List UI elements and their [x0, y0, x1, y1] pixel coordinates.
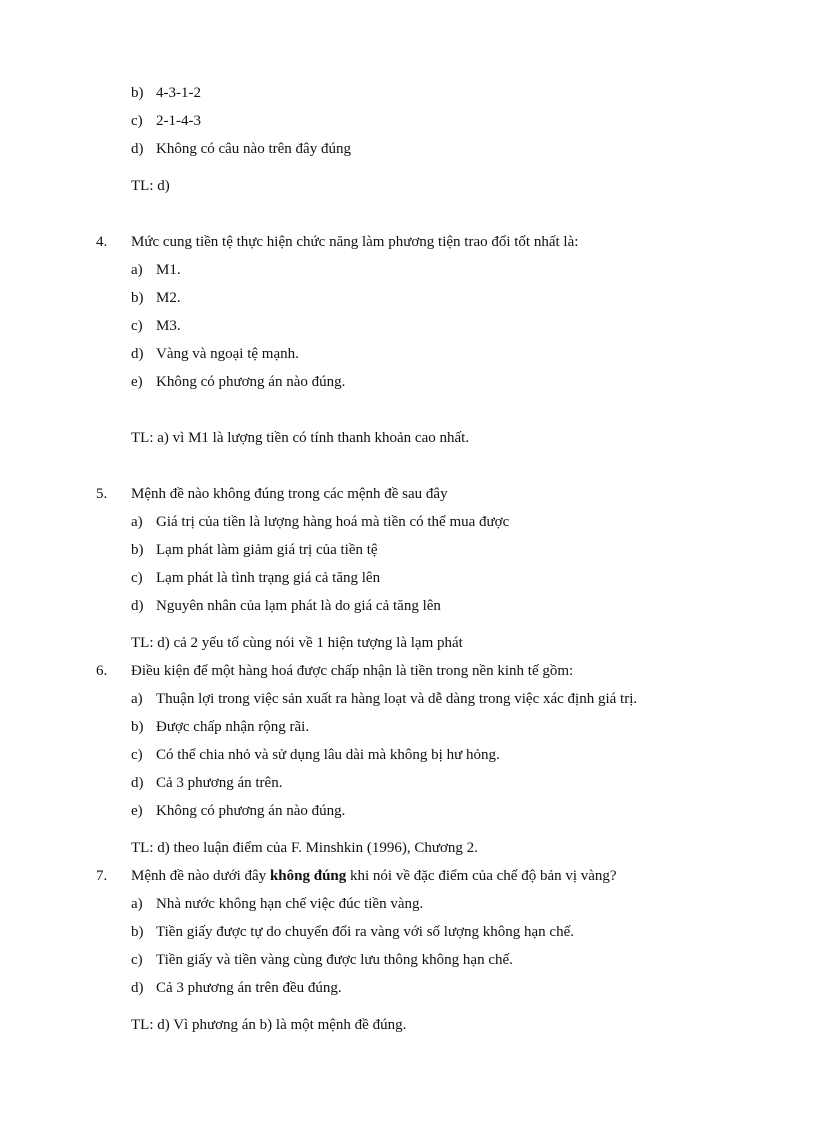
option-text: M3.: [156, 318, 181, 334]
option-text: M2.: [156, 290, 181, 306]
question-number: 7.: [96, 868, 108, 884]
option-text: Tiền giấy và tiền vàng cùng được lưu thông không hạn chế.: [156, 952, 513, 968]
option-letter: e): [131, 803, 143, 819]
option-letter: a): [131, 896, 143, 912]
stem-text: khi nói về đặc điểm của chế độ bản vị vàng?: [346, 868, 617, 884]
option-text: Cả 3 phương án trên.: [156, 775, 283, 791]
option-text: Lạm phát làm giảm giá trị của tiền tệ: [156, 542, 378, 558]
option-text: Lạm phát là tình trạng giá cả tăng lên: [156, 570, 381, 586]
option-text: 4-3-1-2: [156, 85, 201, 101]
option-text: Vàng và ngoại tệ mạnh.: [156, 346, 299, 362]
option-letter: c): [131, 570, 143, 586]
option-letter: a): [131, 691, 143, 707]
option-letter: c): [131, 952, 143, 968]
option-text: Giá trị của tiền là lượng hàng hoá mà tiền có thể mua được: [156, 514, 510, 530]
option-letter: a): [131, 514, 143, 530]
question-number: 5.: [96, 486, 108, 502]
option-letter: d): [131, 141, 144, 157]
question-stem: Mệnh đề nào không đúng trong các mệnh đề sau đây: [131, 486, 448, 502]
option-letter: c): [131, 747, 143, 763]
answer-line: TL: d): [131, 178, 170, 194]
question-number: 4.: [96, 234, 108, 250]
stem-emphasis: không đúng: [269, 868, 347, 884]
option-text: Có thể chia nhỏ và sử dụng lâu dài mà không bị hư hỏng.: [156, 747, 500, 763]
answer-line: TL: d) theo luận điểm của F. Minshkin (1996), Chương 2.: [131, 840, 478, 856]
question-stem: Điều kiện để một hàng hoá được chấp nhận là tiền trong nền kinh tế gồm:: [131, 663, 574, 679]
option-text: 2-1-4-3: [156, 113, 201, 129]
option-text: Tiền giấy được tự do chuyển đổi ra vàng với số lượng không hạn chế.: [156, 924, 574, 940]
option-text: Thuận lợi trong việc sản xuất ra hàng loạt và dễ dàng trong việc xác định giá trị.: [156, 691, 638, 707]
question-number: 6.: [96, 663, 108, 679]
option-letter: b): [131, 719, 144, 735]
option-letter: b): [131, 542, 144, 558]
answer-line: TL: a) vì M1 là lượng tiền có tính thanh khoản cao nhất.: [131, 430, 470, 446]
option-text: Không có câu nào trên đây đúng: [156, 141, 351, 157]
option-text: Không có phương án nào đúng.: [156, 374, 346, 390]
option-text: Cả 3 phương án trên đều đúng.: [156, 980, 342, 996]
option-text: Không có phương án nào đúng.: [156, 803, 346, 819]
answer-line: TL: d) cả 2 yếu tố cùng nói về 1 hiện tượng là lạm phát: [131, 635, 463, 651]
option-letter: d): [131, 775, 144, 791]
question-stem: [131, 867, 617, 885]
option-text: Được chấp nhận rộng rãi.: [156, 719, 310, 735]
option-letter: d): [131, 598, 144, 614]
option-letter: a): [131, 262, 143, 278]
option-letter: b): [131, 85, 144, 101]
question-stem: Mức cung tiền tệ thực hiện chức năng làm phương tiện trao đổi tốt nhất là:: [131, 234, 579, 250]
stem-text: Mệnh đề nào dưới đây: [131, 868, 270, 884]
option-text: Nguyên nhân của lạm phát là do giá cả tăng lên: [156, 598, 441, 614]
option-letter: d): [131, 346, 144, 362]
option-letter: d): [131, 980, 144, 996]
option-letter: e): [131, 374, 143, 390]
option-letter: c): [131, 113, 143, 129]
option-letter: b): [131, 290, 144, 306]
option-letter: c): [131, 318, 143, 334]
option-letter: b): [131, 924, 144, 940]
option-text: Nhà nước không hạn chế việc đúc tiền vàng.: [156, 896, 424, 912]
option-text: M1.: [156, 262, 181, 278]
answer-line: TL: d) Vì phương án b) là một mệnh đề đúng.: [131, 1017, 407, 1033]
